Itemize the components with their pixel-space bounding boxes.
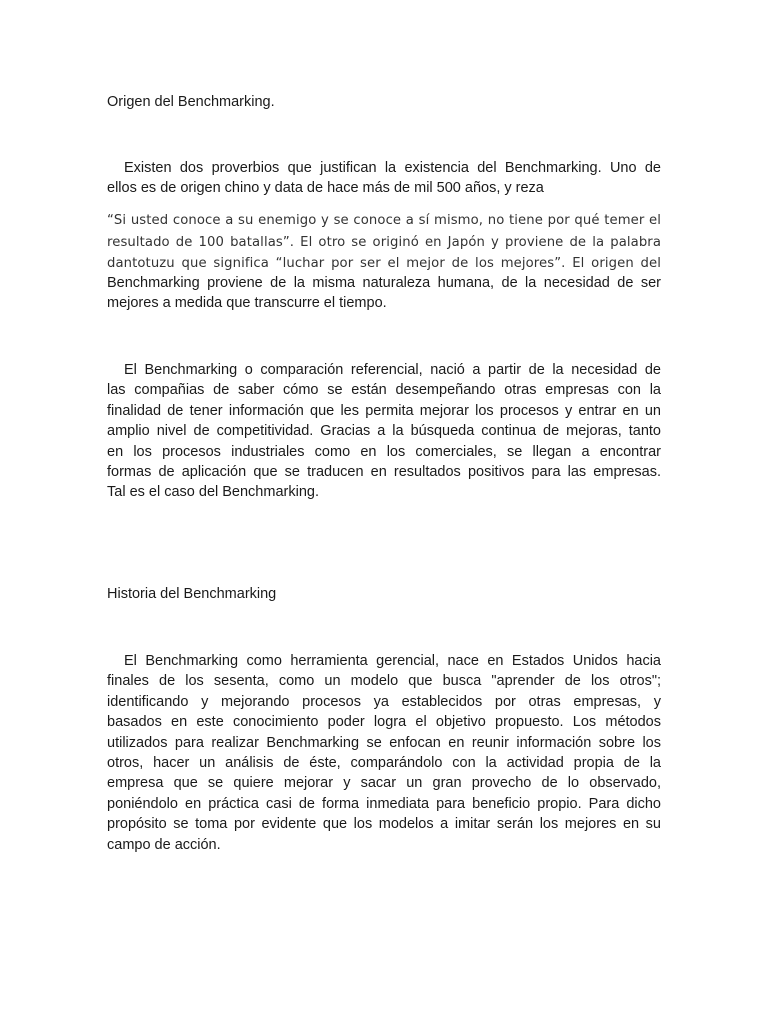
paragraph-historia — [107, 651, 661, 855]
paragraph-line: ellos es de origen chino y data de hace más de mil 500 años, y reza — [107, 180, 544, 197]
paragraph-line: propósito se toma por evidente que los modelos a imitar serán los mejores en su — [107, 816, 661, 833]
paragraph-line: utilizados para realizar Benchmarking se enfocan en reunir información sobre los — [107, 734, 661, 751]
paragraph-line: campo de acción. — [107, 836, 221, 853]
paragraph-line: finalidad de tener información que les permita mejorar los procesos y entrar en un — [107, 402, 661, 419]
paragraph-line: otros, hacer un análisis de éste, comparándolo con la actividad propia de la — [107, 755, 661, 772]
paragraph-line: poniéndolo en práctica casi de forma inmediata para beneficio propio. Para dicho — [107, 795, 661, 812]
paragraph-line: las compañias de saber cómo se están desempeñando otras empresas con la — [107, 382, 661, 399]
paragraph-line: amplio nivel de competitividad. Gracias a la búsqueda continua de mejoras, tanto — [107, 423, 661, 440]
paragraph-intro — [107, 158, 661, 199]
paragraph-line: El Benchmarking como herramienta gerencial, nace en Estados Unidos hacia — [124, 653, 661, 669]
paragraph-line: finales de los sesenta, como un modelo que busca "aprender de los otros"; — [107, 673, 661, 690]
quote-line: “Si usted conoce a su enemigo y se conoce a sí mismo, no tiene por qué temer el — [107, 213, 661, 228]
paragraph-line: mejores a medida que transcurre el tiempo. — [107, 295, 387, 312]
paragraph-line: Tal es el caso del Benchmarking. — [107, 484, 319, 501]
paragraph-line: Existen dos proverbios que justifican la existencia del Benchmarking. Uno de — [124, 160, 661, 176]
paragraph-comparacion — [107, 360, 661, 503]
section-title-historia: Historia del Benchmarking — [107, 586, 277, 602]
paragraph-line: Benchmarking proviene de la misma naturaleza humana, de la necesidad de ser — [107, 275, 661, 291]
paragraph-origin-tail — [107, 273, 661, 314]
quote-line: resultado de 100 batallas”. El otro se originó en Japón y proviene de la palabra — [107, 234, 661, 250]
paragraph-line: El Benchmarking o comparación referencial, nació a partir de la necesidad de — [124, 362, 661, 378]
section-title-origen: Origen del Benchmarking. — [107, 94, 275, 110]
proverb-quote — [107, 210, 661, 275]
paragraph-line: basados en este conocimiento poder logra el objetivo propuesto. Los métodos — [107, 714, 661, 731]
paragraph-line: formas de aplicación que se traducen en resultados positivos para las empresas. — [107, 464, 661, 481]
paragraph-line: en los procesos industriales como en los comerciales, se llegan a encontrar — [107, 443, 661, 460]
paragraph-line: identificando y mejorando procesos ya establecidos por otras empresas, y — [107, 693, 661, 710]
quote-line: dantotuzu que significa “luchar por ser el mejor de los mejores”. El origen del — [107, 256, 661, 271]
paragraph-line: empresa que se quiere mejorar y sacar un gran provecho de lo observado, — [107, 775, 661, 792]
